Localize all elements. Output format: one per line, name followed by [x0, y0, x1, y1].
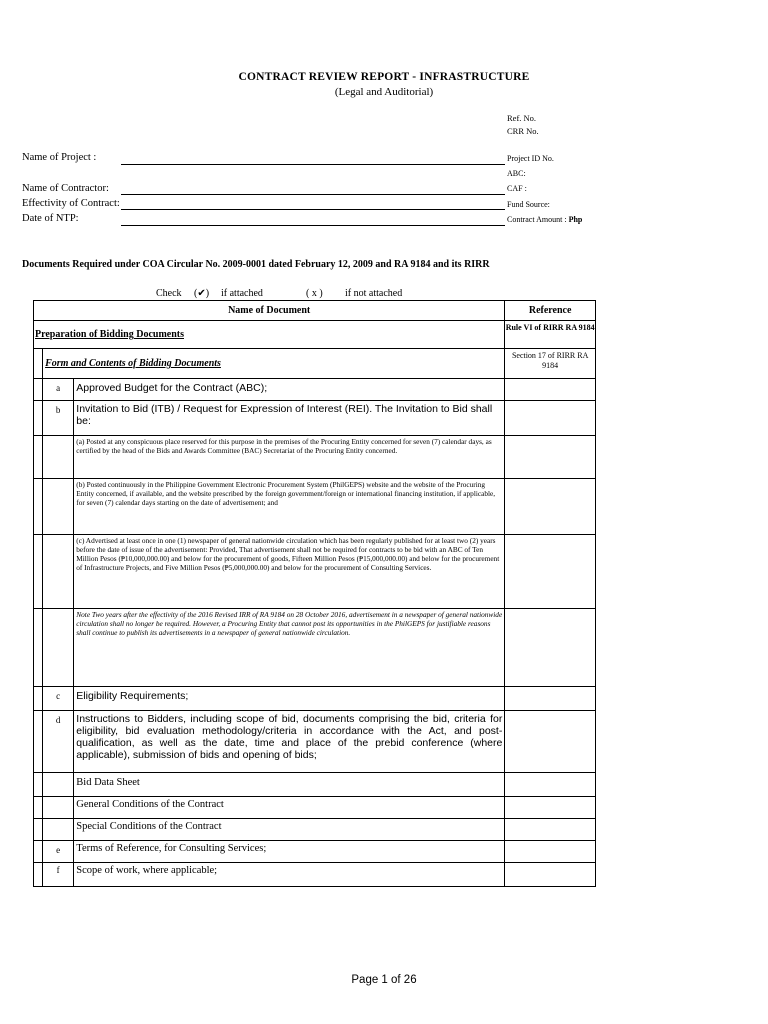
subsection-row — [34, 349, 596, 379]
table-row — [34, 436, 596, 479]
page-number: Page 1 of 26 — [351, 974, 417, 986]
documents-table — [33, 300, 596, 887]
table-row — [34, 609, 596, 687]
row-letter: b — [43, 401, 74, 436]
row-letter — [43, 609, 74, 687]
if-not-attached-label: if not attached — [345, 288, 403, 299]
col-reference: Reference — [505, 301, 596, 321]
table-row — [34, 535, 596, 609]
abc-label: ABC: — [507, 169, 526, 178]
contract-amount-value: Php — [568, 215, 583, 224]
row-text: Invitation to Bid (ITB) / Request for Expression of Interest (REI). The Invitation to Bid shall be: — [74, 401, 505, 436]
name-of-project-label: Name of Project : — [22, 152, 97, 163]
checkmark-icon: (✔) — [194, 288, 210, 299]
row-text: (c) Advertised at least once in one (1) newspaper of general nationwide circulation which has been regularly published for at least two (2) years before the date of issue of the advertisement: Provided, That advertisement shall not be required for contracts to be bid with an ABC of Ten Million Pesos (₱10,000,000.00) and below for the procurement of goods, Fifteen Million Pesos (₱15,000,000.00) and below for the procurement of Infrastructure Projects, and Five Million Pesos (₱5,000,000.00) and below for the procurement of Consulting Services. — [74, 535, 505, 609]
reference-checkbox-cell[interactable] — [505, 841, 596, 863]
row-letter — [43, 535, 74, 609]
row-letter — [43, 797, 74, 819]
caf-label: CAF : — [507, 184, 527, 193]
reference-checkbox-cell[interactable] — [505, 436, 596, 479]
row-letter: a — [43, 379, 74, 401]
reference-checkbox-cell[interactable] — [505, 711, 596, 773]
table-row — [34, 687, 596, 711]
row-letter: d — [43, 711, 74, 773]
row-text: Scope of work, where applicable; — [74, 863, 505, 887]
table-row — [34, 797, 596, 819]
section-title: Preparation of Bidding Documents — [34, 321, 505, 349]
row-text: General Conditions of the Contract — [74, 797, 505, 819]
reference-checkbox-cell[interactable] — [505, 797, 596, 819]
effectivity-of-contract-label: Effectivity of Contract: — [22, 198, 120, 209]
subsection-title: Form and Contents of Bidding Documents — [43, 349, 505, 379]
reference-checkbox-cell[interactable] — [505, 401, 596, 436]
section-row — [34, 321, 596, 349]
row-text: Terms of Reference, for Consulting Services; — [74, 841, 505, 863]
subsection-reference: Section 17 of RIRR RA 9184 — [505, 349, 596, 379]
row-text: (a) Posted at any conspicuous place reserved for this purpose in the premises of the Procuring Entity concerned for seven (7) calendar days, as certified by the head of the Bids and Awards Committee (BAC) Secretariat of the Procuring Entity concerned. — [74, 436, 505, 479]
table-row — [34, 379, 596, 401]
table-row — [34, 401, 596, 436]
col-name-of-document: Name of Document — [34, 301, 505, 321]
row-letter: f — [43, 863, 74, 887]
table-row — [34, 863, 596, 887]
row-letter: c — [43, 687, 74, 711]
row-text: Special Conditions of the Contract — [74, 819, 505, 841]
reference-checkbox-cell[interactable] — [505, 819, 596, 841]
reference-checkbox-cell[interactable] — [505, 535, 596, 609]
row-letter — [43, 773, 74, 797]
table-header-row — [34, 301, 596, 321]
report-subtitle: (Legal and Auditorial) — [334, 86, 434, 98]
row-text: Note Two years after the effectivity of the 2016 Revised IRR of RA 9184 on 28 October 2016, advertisement in a newspaper of general nationwide circulation shall no longer be required. However, a Procuring Entity that cannot post its opportunities in the PhilGEPS for justifiable reasons shall continue to publish its advertisements in a newspaper of general nationwide circulation. — [74, 609, 505, 687]
reference-checkbox-cell[interactable] — [505, 687, 596, 711]
reference-checkbox-cell[interactable] — [505, 379, 596, 401]
reference-checkbox-cell[interactable] — [505, 773, 596, 797]
reference-checkbox-cell[interactable] — [505, 479, 596, 535]
table-row — [34, 711, 596, 773]
row-letter — [43, 479, 74, 535]
row-letter: e — [43, 841, 74, 863]
row-letter — [43, 819, 74, 841]
date-of-ntp-label: Date of NTP: — [22, 213, 79, 224]
row-text: Bid Data Sheet — [74, 773, 505, 797]
x-mark-icon: ( x ) — [306, 288, 323, 299]
row-letter — [43, 436, 74, 479]
project-id-label: Project ID No. — [507, 154, 554, 163]
check-label: Check — [156, 288, 182, 299]
table-row — [34, 841, 596, 863]
contract-amount-caption: Contract Amount : — [507, 215, 567, 224]
fund-source-label: Fund Source: — [507, 200, 550, 209]
name-of-contractor-label: Name of Contractor: — [22, 183, 109, 194]
report-title: CONTRACT REVIEW REPORT - INFRASTRUCTURE — [238, 71, 530, 83]
table-row — [34, 479, 596, 535]
row-text: Approved Budget for the Contract (ABC); — [74, 379, 505, 401]
row-text: Eligibility Requirements; — [74, 687, 505, 711]
table-row — [34, 819, 596, 841]
indent-cell — [34, 349, 43, 379]
table-row — [34, 773, 596, 797]
ref-no-label: Ref. No. — [507, 113, 537, 123]
if-attached-label: if attached — [221, 288, 263, 299]
section-reference: Rule VI of RIRR RA 9184 — [505, 321, 596, 349]
reference-checkbox-cell[interactable] — [505, 863, 596, 887]
row-text: (b) Posted continuously in the Philippine Government Electronic Procurement System (PhilGEPS) website and the website of the Procuring Entity concerned, if available, and the website prescribed by the foreign government/foreign or international financing institution, if applicable, for seven (7) calendar days starting on the date of advertisement; and — [74, 479, 505, 535]
crr-no-label: CRR No. — [507, 126, 539, 136]
documents-heading: Documents Required under COA Circular No. 2009-0001 dated February 12, 2009 and RA 9184 and its RIRR — [22, 259, 490, 270]
reference-checkbox-cell[interactable] — [505, 609, 596, 687]
row-text: Instructions to Bidders, including scope of bid, documents comprising the bid, criteria for eligibility, bid evaluation methodology/criteria in accordance with the Act, and post-qualification, as well as the date, time and place of the prebid conference (where applicable), submission of bids and opening of bids; — [74, 711, 505, 773]
